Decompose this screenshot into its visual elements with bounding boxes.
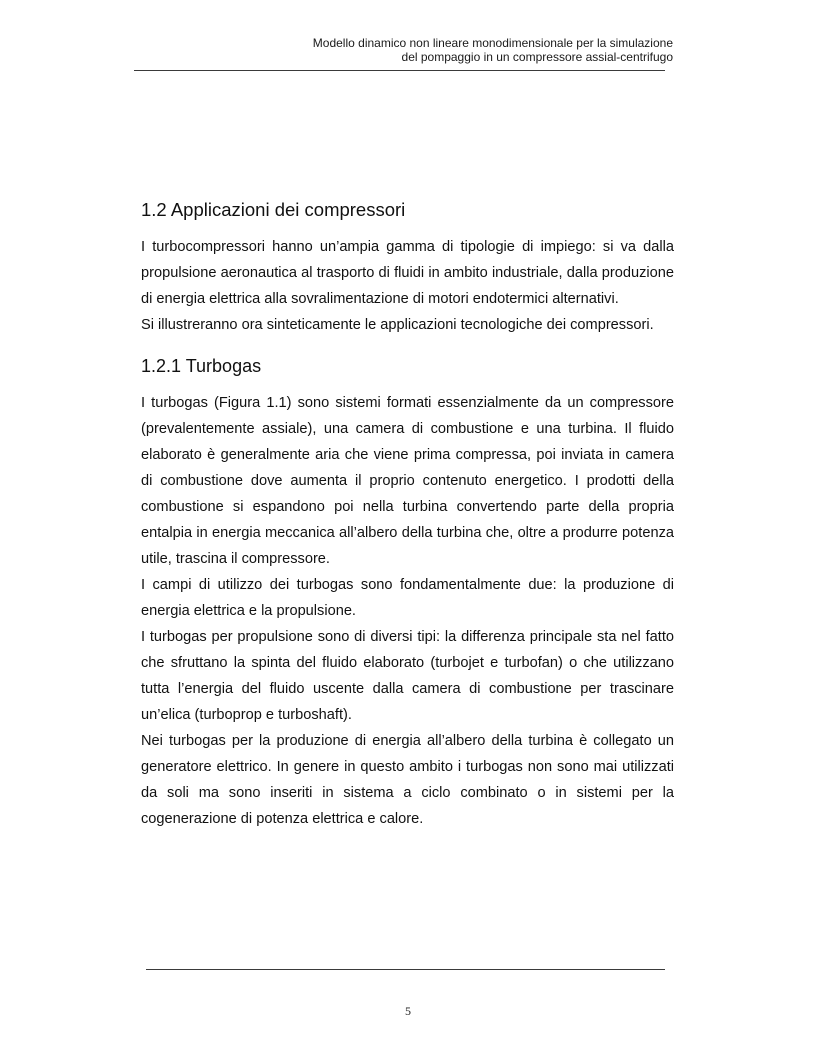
section-heading: 1.2 Applicazioni dei compressori bbox=[141, 199, 406, 220]
section-paragraph: I turbocompressori hanno un’ampia gamma di tipologie di impiego: si va dalla propulsione aeronautica al trasporto di fluidi in ambito industriale, dalla produzione di energia elettrica alla sovralimentazione di motori endotermici alternativi. bbox=[141, 239, 674, 307]
running-header-line-1: Modello dinamico non lineare monodimensionale per la simulazione bbox=[312, 36, 673, 50]
page-body bbox=[141, 198, 674, 832]
page-number: 5 bbox=[405, 1004, 411, 1018]
subsection-paragraph: I campi di utilizzo dei turbogas sono fondamentalmente due: la produzione di energia elettrica e la propulsione. bbox=[141, 577, 674, 619]
running-header bbox=[133, 36, 673, 64]
footer-divider bbox=[146, 969, 665, 970]
subsection-heading: 1.2.1 Turbogas bbox=[141, 356, 262, 376]
running-header-line-2: del pompaggio in un compressore assial-centrifugo bbox=[401, 50, 673, 64]
subsection-paragraph: I turbogas (Figura 1.1) sono sistemi formati essenzialmente da un compressore (prevalentemente assiale), una camera di combustione e una turbina. Il fluido elaborato è generalmente aria che viene prima compressa, poi inviata in camera di combustione dove aumenta il proprio contenuto energetico. I prodotti della combustione si espandono poi nella turbina convertendo parte della propria entalpia in energia meccanica all’albero della turbina che, oltre a produrre potenza utile, trascina il compressore. bbox=[141, 395, 674, 567]
header-divider bbox=[134, 70, 665, 71]
section-paragraph: Si illustreranno ora sinteticamente le applicazioni tecnologiche dei compressori. bbox=[141, 317, 654, 333]
subsection-paragraph: Nei turbogas per la produzione di energia all’albero della turbina è collegato un generatore elettrico. In genere in questo ambito i turbogas non sono mai utilizzati da soli ma sono inseriti in sistema a ciclo combinato o in sistemi per la cogenerazione di potenza elettrica e calore. bbox=[141, 733, 674, 827]
subsection-paragraph: I turbogas per propulsione sono di diversi tipi: la differenza principale sta nel fatto che sfruttano la spinta del fluido elaborato (turbojet e turbofan) o che utilizzano tutta l’energia del fluido uscente dalla camera di combustione per trascinare un’elica (turboprop e turboshaft). bbox=[141, 629, 674, 723]
